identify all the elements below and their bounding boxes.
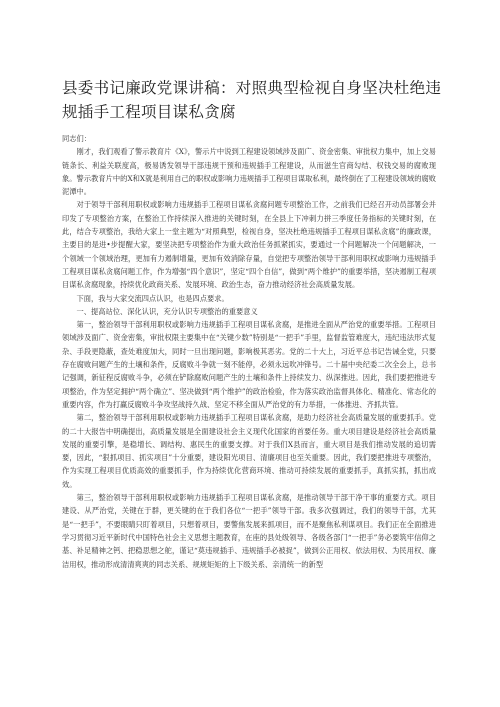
paragraph: 对于领导干部利用职权或影响力违规插手工程项目谋私贪腐问题专项整治工作，之前我们已经召开动员部署会并印发了专项整治方案，在整治工作持续深入推进的关键时刻，在全县上下冲刺力拼三季度任务指标的关键时刻，在此，结合专项整治，我给大家上一堂主题为“对照典型，检视自身，坚决杜绝违规插手工程项目谋私贪腐”的廉政课，主要目的是进•步提醒大家，要坚决把专项整治作为重大政治任务抓紧抓实，要通过一个问题解决一个问题解决，一个领域一个领域治理，更加有力遏制增量，更加有效消除存量，自觉把专项整治领导干部利用职权或影响力违规插手工程项目谋私贪腐问题工作，作为增强“四个意识”，坚定“四个自信”，做到“两个维护”的重要举措，坚决遏制工程项目谋私贪腐现象，持续优化政商关系、发展环境、政治生态，奋力推动经济社会高质量发展。 <box>62 200 436 290</box>
section-heading: 一、提高站位、深化认识，充分认识专项整治的重要意义 <box>76 306 258 316</box>
paragraph: 刚才，我们观看了警示教育片《X》，警示片中说到工程建设领域涉及面广、资金密集、审批权力集中，加上交易链条长、利益关联度高，极易诱发领导干部违规干预和违规插手工程建设，从而滋生官商勾结、权钱交易的腐败现象。警示教育片中的X和X就是利用自己的职权或影响力违规插手工程项目谋取私利，最终倒在了工程建设领域的腐败泥潭中。 <box>62 147 436 197</box>
paragraph: 下面，我与大家交流四点认识，也是四点要求。 <box>76 293 229 303</box>
paragraph: 第一，整治领导干部利用职权或影响力违规插手工程项目谋私贪腐，是推进全面从严治党的重要举措。工程项目领域涉及面广、资金密集，审批权限主要集中在“关键少数”特别是“一把手”手里，监督监管难度大，违纪违法形式复杂、手段更隐蔽，查处难度加大，同时一旦出现问题，影响极其恶劣。党的二十大上，习近平总书记告诫全党，只要存在腐败问题产生的土壤和条件，反腐败斗争就一刻不能停，必须永远吹冲锋号。二十届中央纪委二次全会上，总书记强调，新征程反腐败斗争，必须在铲除腐败问题产生的土壤和条件上持续发力、纵深推进。因此，我们要把推进专项整治，作为坚定拥护“两个确立”、坚决做到“两个维护”的政治检验，作为落实政治监督具体化、精准化、常态化的重要内容，作为打赢反腐败斗争攻坚战持久战、坚定不移全面从严治党的有力举措，一体推进、齐抓共管。 <box>62 320 436 409</box>
paragraph: 第三，整治领导干部利用职权或影响力违规插手工程项目谋私贪腐，是推动领导干部干净干事的重要方式。项目建设、从严治党，关键在于群，更关键的在于我们各位“一把手”领导干部。我多次强调过，我们的领导干部，尤其是“一把手”，不要眼睛只盯着项目，只想着项目，要警焦发展来抓项目，而不是聚焦私利谋项目。我们正在全面推进学习贯彻习近平新时代中国特色社会主义思想主题教育，在座的县处级领导、各级各部门“一把手”务必要筑牢信仰之基、补足精神之钙、把稳思想之舵，谨记“莫违规插手、违规插手必被捉”，做到公正用权、依法用权、为民用权、廉洁用权，推动形成清清爽爽的同志关系、规规矩矩的上下级关系、亲清统一的新型 <box>62 493 436 569</box>
document-title: 县委书记廉政党课讲稿：对照典型检视自身坚决杜绝违规插手工程项目谋私贪腐 <box>62 79 442 121</box>
paragraph: 第二，整治领导干部利用职权或影响力违规插手工程项目谋私贪腐，是助力经济社会高质量发展的重要抓手。党的二十大报告中明确提出，高质量发展是全面建设社会主义现代化国家的首要任务。重大项目建设是经济社会高质量发展的重要引擎，是稳增长、调结构、惠民生的重要支撑。对于我们X县而言，重大项目是我们推动发展的追切需要，因此，“狠抓项目、抓实项目”十分重要，建设阳光项目、清廉项目也至关重要。因此，我们要把推进专项整治，作为实现工程项目优质高效的重要抓手，作为持续优化营商环境、推动可持续发展的重要抓手，真抓实抓，抓出成效。 <box>62 413 436 489</box>
salutation: 同志们： <box>62 134 92 143</box>
document-body <box>62 132 436 571</box>
